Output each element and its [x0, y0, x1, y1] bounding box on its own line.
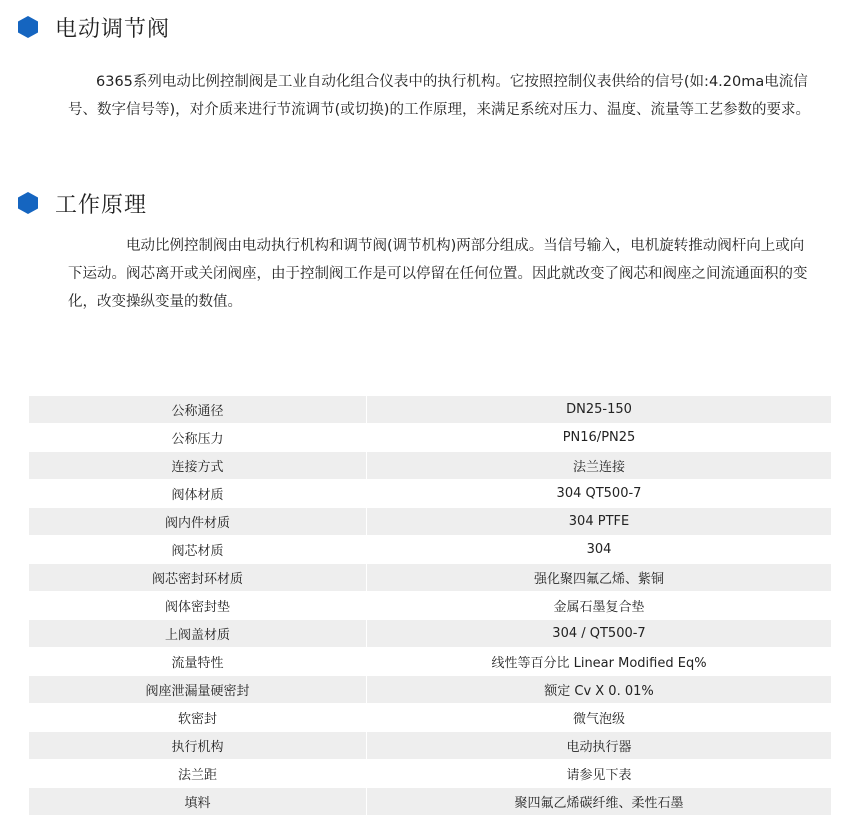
table-row	[29, 648, 831, 676]
table-row	[29, 760, 831, 788]
table-row	[29, 564, 831, 592]
hexagon-icon	[18, 16, 38, 38]
spec-value: 线性等百分比 Linear Modified Eq%	[367, 648, 832, 676]
table-row	[29, 732, 831, 760]
hexagon-icon	[18, 192, 38, 214]
spec-value: 电动执行器	[367, 732, 832, 760]
table-row	[29, 508, 831, 536]
spec-value: 微气泡级	[367, 704, 832, 732]
section-paragraph: 电动比例控制阀由电动执行机构和调节阀(调节机构)两部分组成。当信号输入，电机旋转推动阀杆向上或向下运动。阀芯离开或关闭阀座，由于控制阀工作是可以停留在任何位置。因此就改变了阀芯和阀座之间流通面积的变化，改变操纵变量的数值。	[68, 238, 808, 310]
table-row	[29, 396, 831, 424]
spec-value: 金属石墨复合垫	[367, 592, 832, 620]
spec-label: 连接方式	[29, 452, 367, 480]
spec-label: 软密封	[29, 704, 367, 732]
spec-value: 聚四氟乙烯碳纤维、柔性石墨	[367, 788, 832, 816]
spec-label: 执行机构	[29, 732, 367, 760]
section-title: 工作原理	[55, 192, 148, 218]
spec-value: 304 / QT500-7	[367, 620, 832, 648]
spec-label: 流量特性	[29, 648, 367, 676]
spec-value: DN25-150	[367, 396, 832, 424]
spec-label: 阀座泄漏量硬密封	[29, 676, 367, 704]
spec-value: PN16/PN25	[367, 424, 832, 452]
spec-label: 阀内件材质	[29, 508, 367, 536]
spec-value: 304	[367, 536, 832, 564]
spec-label: 阀体密封垫	[29, 592, 367, 620]
table-row	[29, 704, 831, 732]
table-row	[29, 676, 831, 704]
spec-label: 上阀盖材质	[29, 620, 367, 648]
section-title: 电动调节阀	[55, 16, 171, 42]
spec-value: 304 QT500-7	[367, 480, 832, 508]
spec-label: 阀芯密封环材质	[29, 564, 367, 592]
spec-value: 法兰连接	[367, 452, 832, 480]
spec-label: 阀体材质	[29, 480, 367, 508]
spec-value: 额定 Cv X 0. 01%	[367, 676, 832, 704]
spec-label: 公称压力	[29, 424, 367, 452]
section-paragraph: 6365系列电动比例控制阀是工业自动化组合仪表中的执行机构。它按照控制仪表供给的信号(如:4.20ma电流信号、数字信号等)，对介质来进行节流调节(或切换)的工作原理，来满足系统对压力、温度、流量等工艺参数的要求。	[68, 74, 810, 118]
table-row	[29, 480, 831, 508]
table-row	[29, 424, 831, 452]
spec-value: 请参见下表	[367, 760, 832, 788]
table-row	[29, 592, 831, 620]
spec-label: 公称通径	[29, 396, 367, 424]
spec-value: 304 PTFE	[367, 508, 832, 536]
spec-label: 阀芯材质	[29, 536, 367, 564]
spec-value: 强化聚四氟乙烯、紫铜	[367, 564, 832, 592]
table-row	[29, 452, 831, 480]
section-header-working-principle	[18, 186, 147, 220]
spec-label: 填料	[29, 788, 367, 816]
table-row	[29, 536, 831, 564]
spec-table-body	[29, 396, 831, 816]
table-row	[29, 788, 831, 816]
section-header-electric-valve	[18, 10, 170, 44]
spec-table	[29, 396, 831, 816]
table-row	[29, 620, 831, 648]
spec-label: 法兰距	[29, 760, 367, 788]
